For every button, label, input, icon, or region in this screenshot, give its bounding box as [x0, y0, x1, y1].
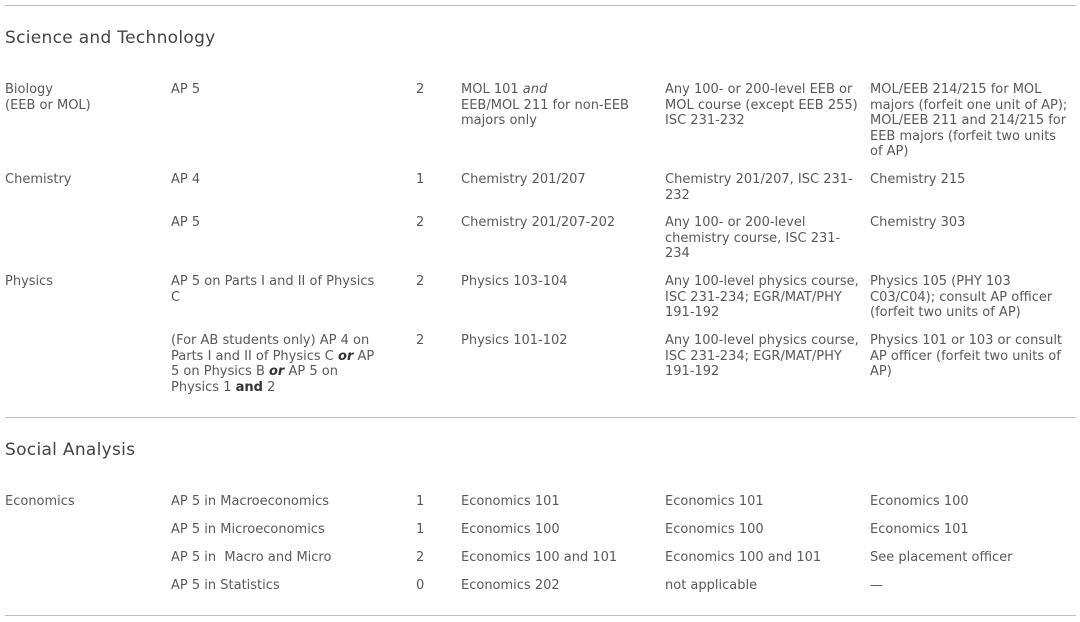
placement-cell: Economics 100	[870, 494, 969, 509]
prerequisite-cell: Any 100-level physics course, ISC 231-234; EGR/MAT/PHY 191-192	[665, 274, 859, 320]
subject-cell: Chemistry	[5, 172, 72, 187]
equivalent-cell: Physics 103-104	[461, 274, 568, 289]
units-cell: 2	[416, 333, 425, 348]
equivalent-cell: Economics 202	[461, 578, 560, 593]
equivalent-cell: Economics 100 and 101	[461, 550, 618, 565]
equivalent-cell: MOL 101 and EEB/MOL 211 for non-EEB majors only	[461, 82, 629, 128]
prerequisite-cell: Any 100- or 200-level chemistry course, ISC 231-234	[665, 215, 841, 261]
bottom-divider	[5, 615, 1076, 616]
score-cell: (For AB students only) AP 4 on Parts I and II of Physics C or AP 5 on Physics B or AP 5 on Physics 1 and 2	[171, 333, 375, 395]
placement-cell: Physics 105 (PHY 103 C03/C04); consult AP officer (forfeit two units of AP)	[870, 274, 1053, 320]
score-cell: AP 5	[171, 215, 201, 230]
placement-cell: —	[870, 578, 883, 593]
units-cell: 0	[416, 578, 425, 593]
section-divider	[5, 417, 1076, 418]
score-cell: AP 5 in Microeconomics	[171, 522, 325, 537]
score-cell: AP 5	[171, 82, 201, 97]
placement-cell: See placement officer	[870, 550, 1013, 565]
placement-cell: MOL/EEB 214/215 for MOL majors (forfeit one unit of AP); MOL/EEB 211 and 214/215 for EEB majors (forfeit two units of AP)	[870, 82, 1068, 159]
units-cell: 2	[416, 550, 425, 565]
units-cell: 2	[416, 274, 425, 289]
subject-cell: Physics	[5, 274, 54, 289]
subject-cell: Biology (EEB or MOL)	[5, 82, 91, 113]
placement-cell: Economics 101	[870, 522, 969, 537]
prerequisite-cell: Any 100- or 200-level EEB or MOL course (except EEB 255) ISC 231-232	[665, 82, 858, 128]
score-cell: AP 5 in Statistics	[171, 578, 280, 593]
section-heading-social: Social Analysis	[5, 440, 136, 460]
prerequisite-cell: Economics 100	[665, 522, 764, 537]
section-heading-science: Science and Technology	[5, 28, 216, 48]
units-cell: 1	[416, 494, 425, 509]
equivalent-cell: Chemistry 201/207-202	[461, 215, 616, 230]
equivalent-cell: Economics 101	[461, 494, 560, 509]
score-cell: AP 5 in Macroeconomics	[171, 494, 330, 509]
score-cell: AP 5 in Macro and Micro	[171, 550, 332, 565]
equivalent-cell: Economics 100	[461, 522, 560, 537]
score-cell: AP 4	[171, 172, 201, 187]
placement-cell: Chemistry 215	[870, 172, 966, 187]
units-cell: 2	[416, 215, 425, 230]
subject-cell: Economics	[5, 494, 75, 509]
score-cell: AP 5 on Parts I and II of Physics C	[171, 274, 375, 305]
prerequisite-cell: Economics 101	[665, 494, 764, 509]
prerequisite-cell: Economics 100 and 101	[665, 550, 822, 565]
placement-cell: Physics 101 or 103 or consult AP officer (forfeit two units of AP)	[870, 333, 1063, 379]
prerequisite-cell: Any 100-level physics course, ISC 231-234; EGR/MAT/PHY 191-192	[665, 333, 859, 379]
equivalent-cell: Physics 101-102	[461, 333, 568, 348]
prerequisite-cell: Chemistry 201/207, ISC 231-232	[665, 172, 853, 203]
top-divider	[5, 5, 1076, 6]
units-cell: 1	[416, 172, 425, 187]
equivalent-cell: Chemistry 201/207	[461, 172, 586, 187]
units-cell: 1	[416, 522, 425, 537]
units-cell: 2	[416, 82, 425, 97]
prerequisite-cell: not applicable	[665, 578, 758, 593]
placement-cell: Chemistry 303	[870, 215, 966, 230]
